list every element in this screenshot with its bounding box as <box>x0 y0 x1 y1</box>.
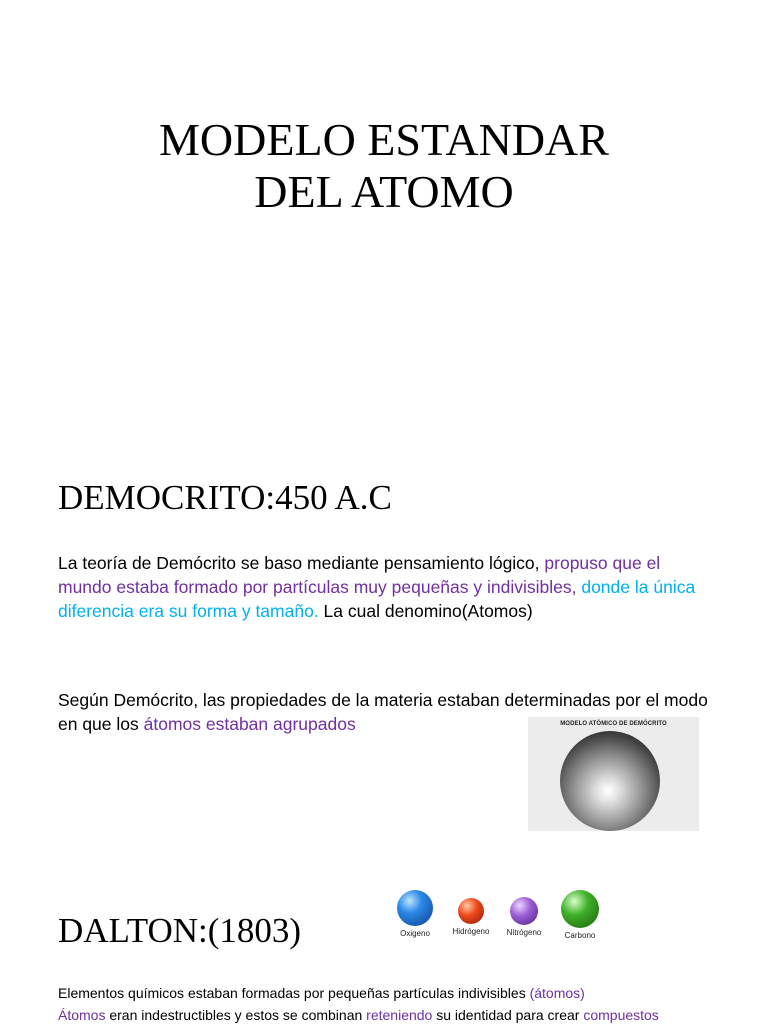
atom-label-nitrogen: Nitrógeno <box>506 928 542 937</box>
democrito-p2-text-1: Según Demócrito, las propiedades de la materia estaban determinadas por el modo en que los <box>58 690 708 734</box>
dalton-l2-text-3: reteniendo <box>366 1007 433 1023</box>
dalton-line-2 <box>58 1005 659 1026</box>
democrito-p1-text-2: propuso que el mundo estaba formado por partículas muy pequeñas y indivisibles, <box>58 553 661 597</box>
democrito-heading: DEMOCRITO:450 A.C <box>58 478 392 517</box>
atom-label-oxygen: Oxigeno <box>400 929 430 938</box>
page-title <box>0 114 768 218</box>
title-line-2: DEL ATOMO <box>254 166 514 217</box>
atom-carbon <box>558 890 602 940</box>
dalton-l1-text-2: (átomos) <box>529 985 585 1001</box>
oxygen-sphere <box>397 890 433 926</box>
dalton-heading: DALTON:(1803) <box>58 911 302 950</box>
atom-nitrogen <box>502 897 546 937</box>
democrito-p1-text-3: donde la única diferencia era su forma y tamaño. <box>58 577 696 621</box>
atom-label-carbon: Carbono <box>564 931 596 940</box>
democrito-atom-sphere <box>560 731 660 831</box>
hydrogen-sphere <box>458 898 484 924</box>
dalton-atoms-figure <box>393 890 608 950</box>
dalton-l1-text-1: Elementos químicos estaban formadas por pequeñas partículas indivisibles <box>58 985 530 1001</box>
democrito-atom-image <box>528 717 699 831</box>
dalton-l2-text-5: compuestos <box>583 1007 659 1023</box>
atom-oxygen <box>393 890 437 938</box>
democrito-paragraph-1 <box>58 551 708 623</box>
dalton-l2-text-2: eran indestructibles y estos se combinan <box>105 1007 367 1023</box>
democrito-image-caption: MODELO ATÓMICO DE DEMÓCRITO <box>560 721 667 727</box>
dalton-line-1 <box>58 983 585 1004</box>
democrito-p2-text-2: átomos estaban agrupados <box>143 714 356 734</box>
dalton-l2-text-4: su identidad para crear <box>432 1007 584 1023</box>
carbon-sphere <box>561 890 599 928</box>
democrito-p1-text-1: La teoría de Demócrito se baso mediante pensamiento lógico, <box>58 553 545 573</box>
title-line-1: MODELO ESTANDAR <box>159 114 609 165</box>
nitrogen-sphere <box>510 897 538 925</box>
atom-label-hydrogen: Hidrógeno <box>452 927 490 936</box>
atom-hydrogen <box>449 898 493 936</box>
dalton-l2-text-1: Átomos <box>58 1007 106 1023</box>
democrito-p1-text-4: La cual denomino(Atomos) <box>318 601 533 621</box>
